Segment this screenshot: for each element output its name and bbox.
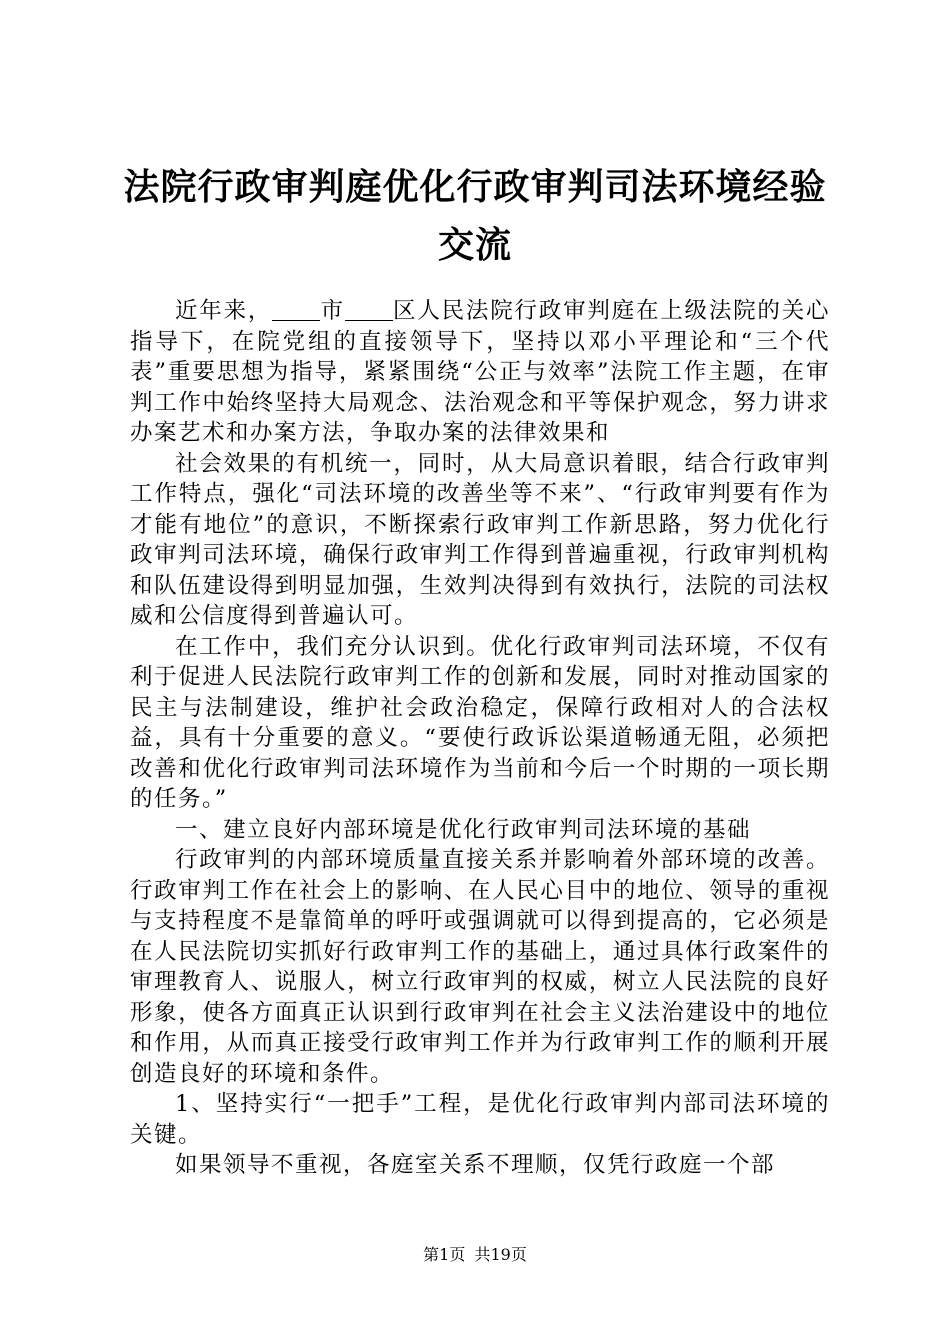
page-footer: [0, 1242, 950, 1265]
document-body: [130, 296, 830, 1181]
paragraph-1-part-c: 区人民法院行政审判庭在上级法院的关心指导下，在院党组的直接领导下，坚持以邓小平理论和“三个代表”重要思想为指导，紧紧围绕“公正与效率”法院工作主题，在审判工作中始终坚持大局观念、法治观念和平等保护观念，努力讲求办案艺术和办案方法，争取办案的法律效果和: [130, 298, 830, 446]
paragraph-2: 社会效果的有机统一，同时，从大局意识着眼，结合行政审判工作特点，强化“司法环境的改善坐等不来”、“行政审判要有作为才能有地位”的意识，不断探索行政审判工作新思路，努力优化行政审判司法环境，确保行政审判工作得到普遍重视，行政审判机构和队伍建设得到明显加强，生效判决得到有效执行，法院的司法权威和公信度得到普遍认可。: [130, 450, 830, 629]
section-heading-1: 一、建立良好内部环境是优化行政审判司法环境的基础: [175, 816, 752, 843]
page-number: 第1页: [423, 1245, 466, 1264]
paragraph-5: 如果领导不重视，各庭室关系不理顺，仅凭行政庭一个部: [175, 1152, 776, 1178]
blank-line-1: [272, 300, 320, 321]
paragraph-1-part-a: 近年来，: [175, 298, 273, 324]
paragraph-1-part-b: 市: [320, 298, 345, 324]
document-title: 法院行政审判庭优化行政审判司法环境经验交流: [123, 166, 827, 266]
paragraph-1: [130, 296, 830, 449]
page-total: 共19页: [474, 1245, 527, 1264]
paragraph-4: 行政审判的内部环境质量直接关系并影响着外部环境的改善。行政审判工作在社会上的影响、在人民心目中的地位、领导的重视与支持程度不是靠简单的呼吁或强调就可以得到提高的，它必须是在人民法院切实抓好行政审判工作的基础上，通过具体行政案件的审理教育人、说服人，树立行政审判的权威，树立人民法院的良好形象，使各方面真正认识到行政审判在社会主义法治建设中的地位和作用，从而真正接受行政审判工作并为行政审判工作的顺利开展创造良好的环境和条件。: [130, 847, 830, 1087]
subsection-heading-1: 1、坚持实行“一把手”工程，是优化行政审判内部司法环境的关键。: [130, 1091, 830, 1148]
paragraph-3: 在工作中，我们充分认识到。优化行政审判司法环境，不仅有利于促进人民法院行政审判工作的创新和发展，同时对推动国家的民主与法制建设，维护社会政治稳定，保障行政相对人的合法权益，具有十分重要的意义。“要使行政诉讼渠道畅通无阻，必须把改善和优化行政审判司法环境作为当前和今后一个时期的一项长期的任务。”: [130, 633, 830, 812]
blank-line-2: [345, 300, 393, 321]
